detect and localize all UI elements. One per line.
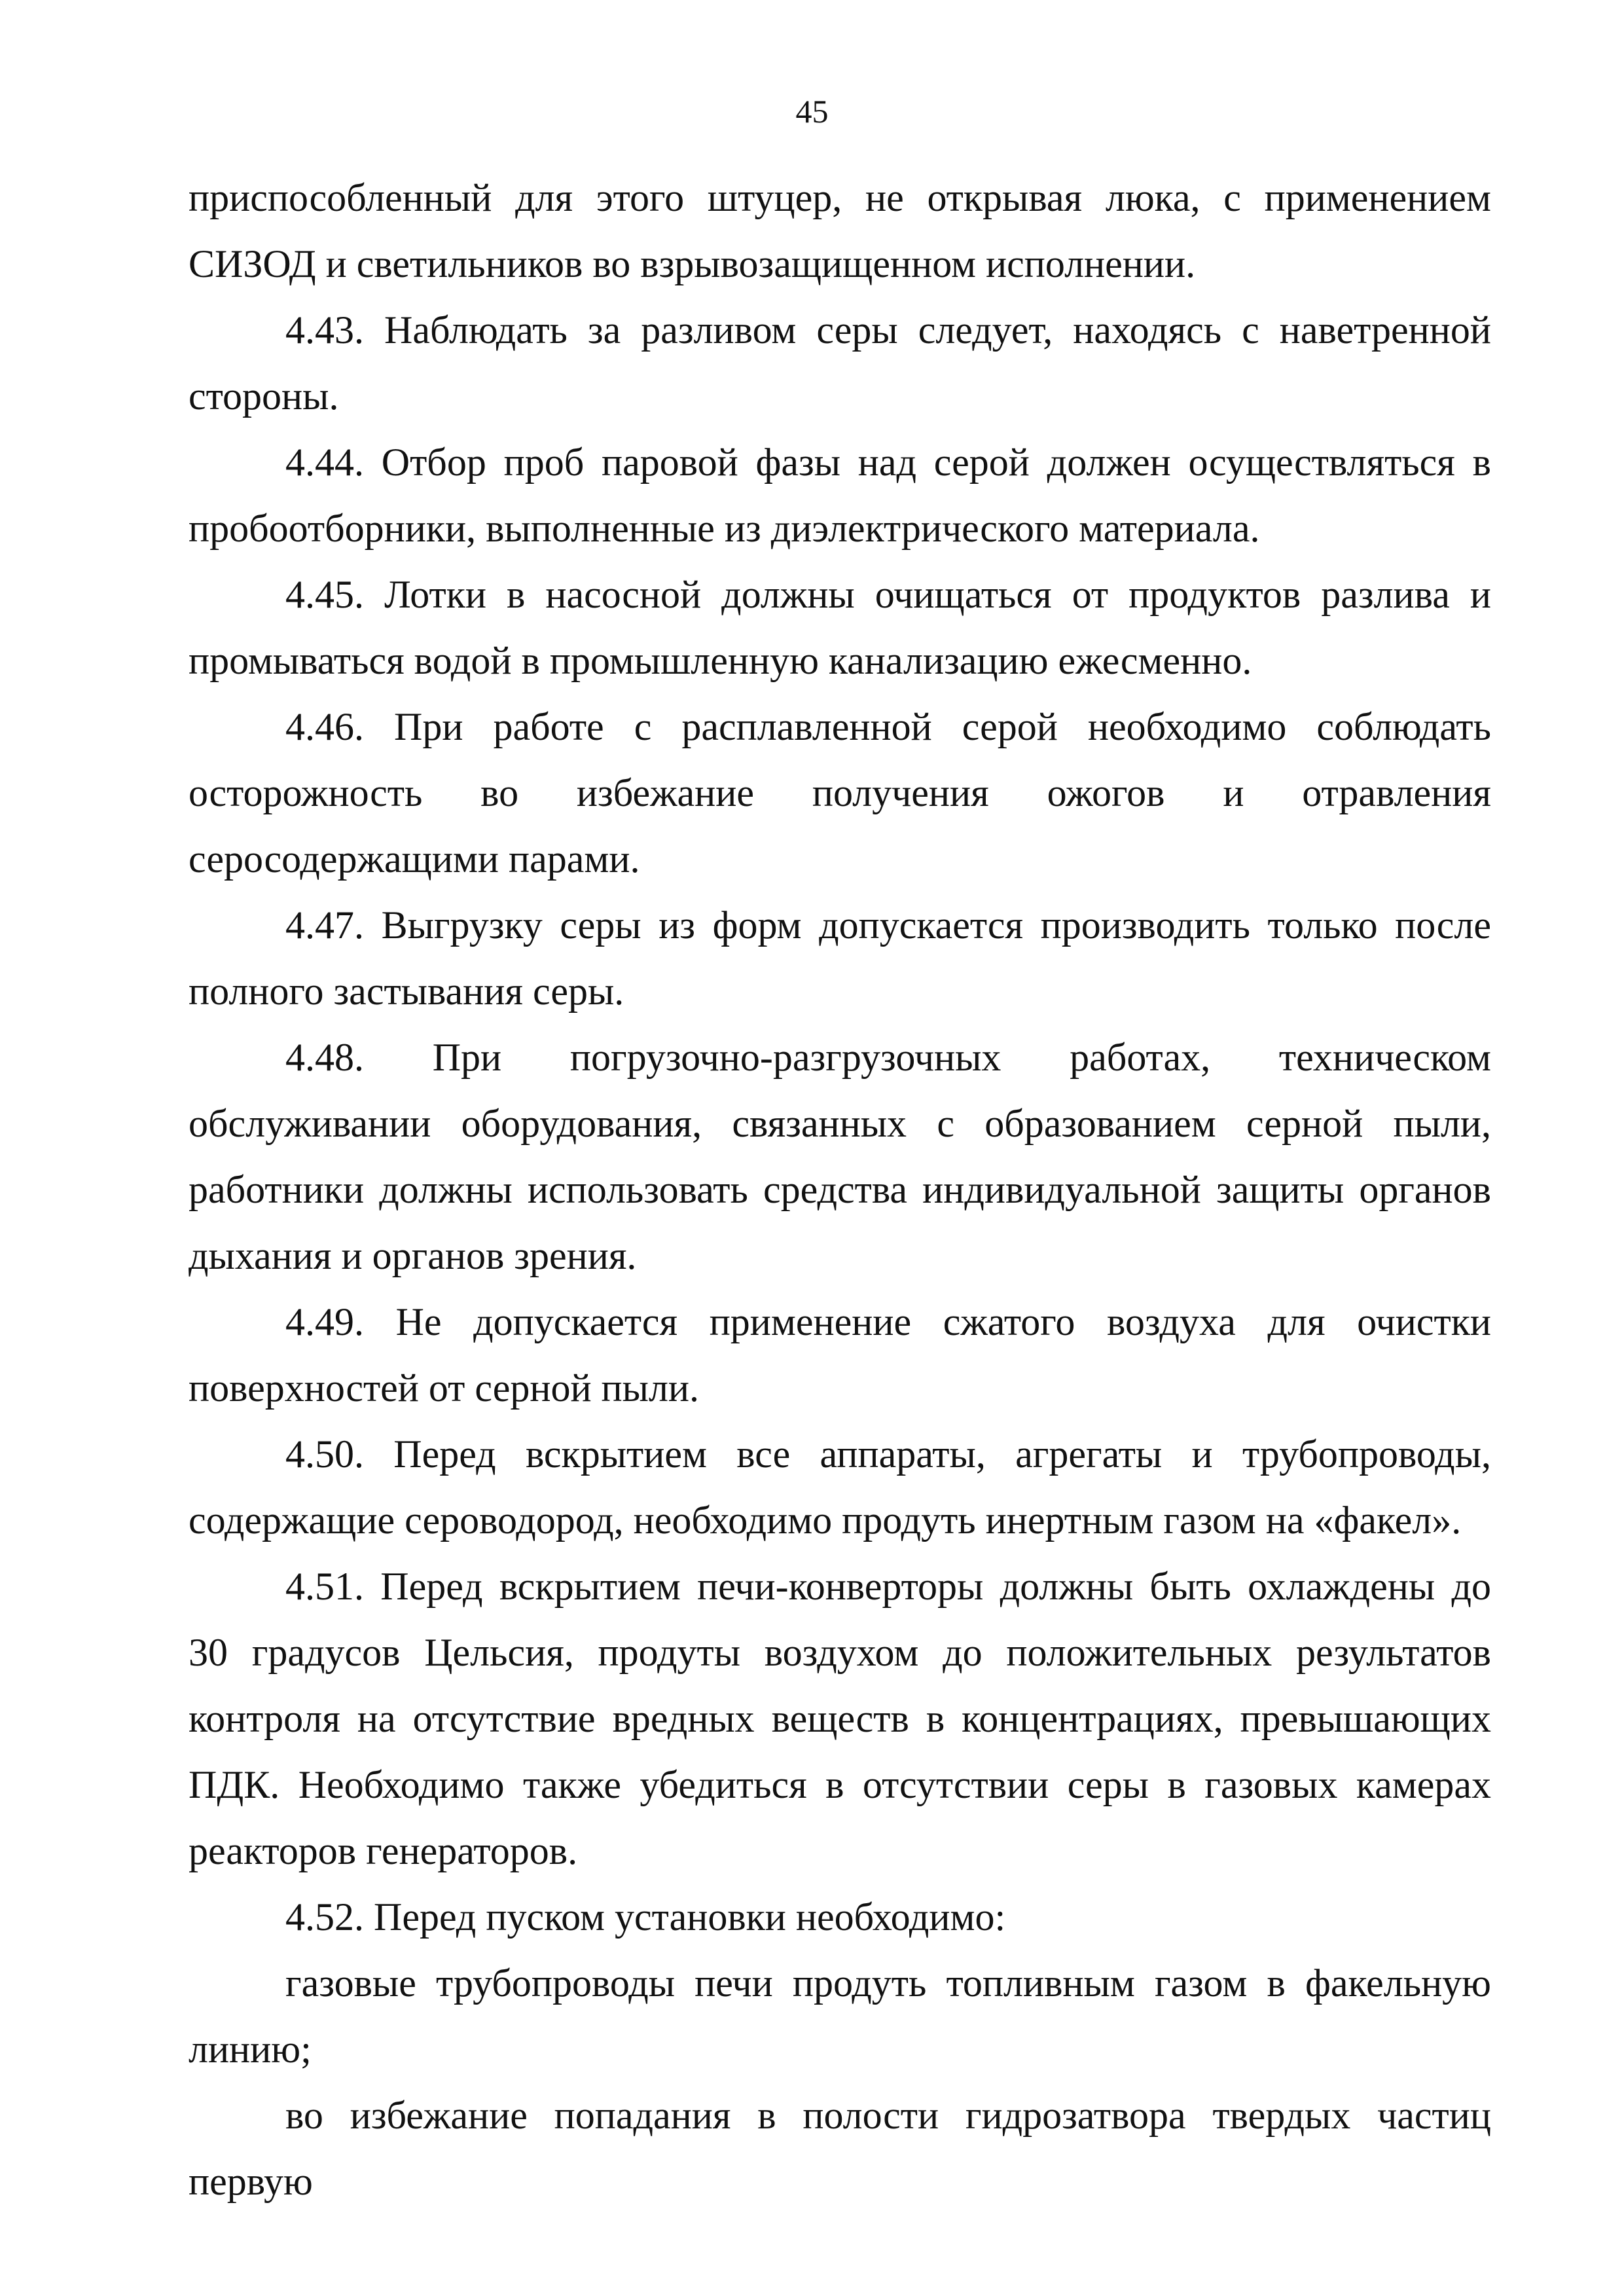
paragraph-4-47: 4.47. Выгрузку серы из форм допускается производить только после полного застывания серы. [189,903,1491,1013]
paragraph-4-44: 4.44. Отбор проб паровой фазы над серой должен осуществляться в пробоотборники, выполненные из диэлектрического материала. [189,441,1491,550]
paragraph-4-52: 4.52. Перед пуском установки необходимо: [285,1895,1006,1939]
paragraph-4-51: 4.51. Перед вскрытием печи-конверторы должны быть охлаждены до 30 градусов Цельсия, продуты воздухом до положительных результатов контроля на отсутствие вредных веществ в концентрациях, превышающих ПДК. Необходимо также убедиться в отсутствии серы в газовых камерах реакторов генераторов. [189,1565,1491,1872]
paragraph-4-52-item-water-seal: во избежание попадания в полости гидрозатвора твердых частиц первую [189,2094,1491,2203]
paragraph-4-52-item-gas-pipelines: газовые трубопроводы печи продуть топливным газом в факельную линию; [189,1961,1491,2071]
paragraph-4-45: 4.45. Лотки в насосной должны очищаться от продуктов разлива и промываться водой в промышленную канализацию ежесменно. [189,573,1491,682]
page-number: 45 [795,93,829,130]
paragraph-4-48: 4.48. При погрузочно-разгрузочных работах, техническом обслуживании оборудования, связанных с образованием серной пыли, работники должны использовать средства индивидуальной защиты органов дыхания и органов зрения. [189,1036,1491,1277]
paragraph-4-49: 4.49. Не допускается применение сжатого воздуха для очистки поверхностей от серной пыли. [189,1300,1491,1410]
paragraph-4-43: 4.43. Наблюдать за разливом серы следует, находясь с наветренной стороны. [189,308,1491,418]
document-body [189,165,1491,2215]
paragraph-4-50: 4.50. Перед вскрытием все аппараты, агрегаты и трубопроводы, содержащие сероводород, необходимо продуть инертным газом на «факел». [189,1432,1491,1542]
paragraph-continuation: приспособленный для этого штуцер, не открывая люка, с применением СИЗОД и светильников во взрывозащищенном исполнении. [189,176,1491,285]
paragraph-4-46: 4.46. При работе с расплавленной серой необходимо соблюдать осторожность во избежание получения ожогов и отравления серосодержащими парами. [189,705,1491,881]
